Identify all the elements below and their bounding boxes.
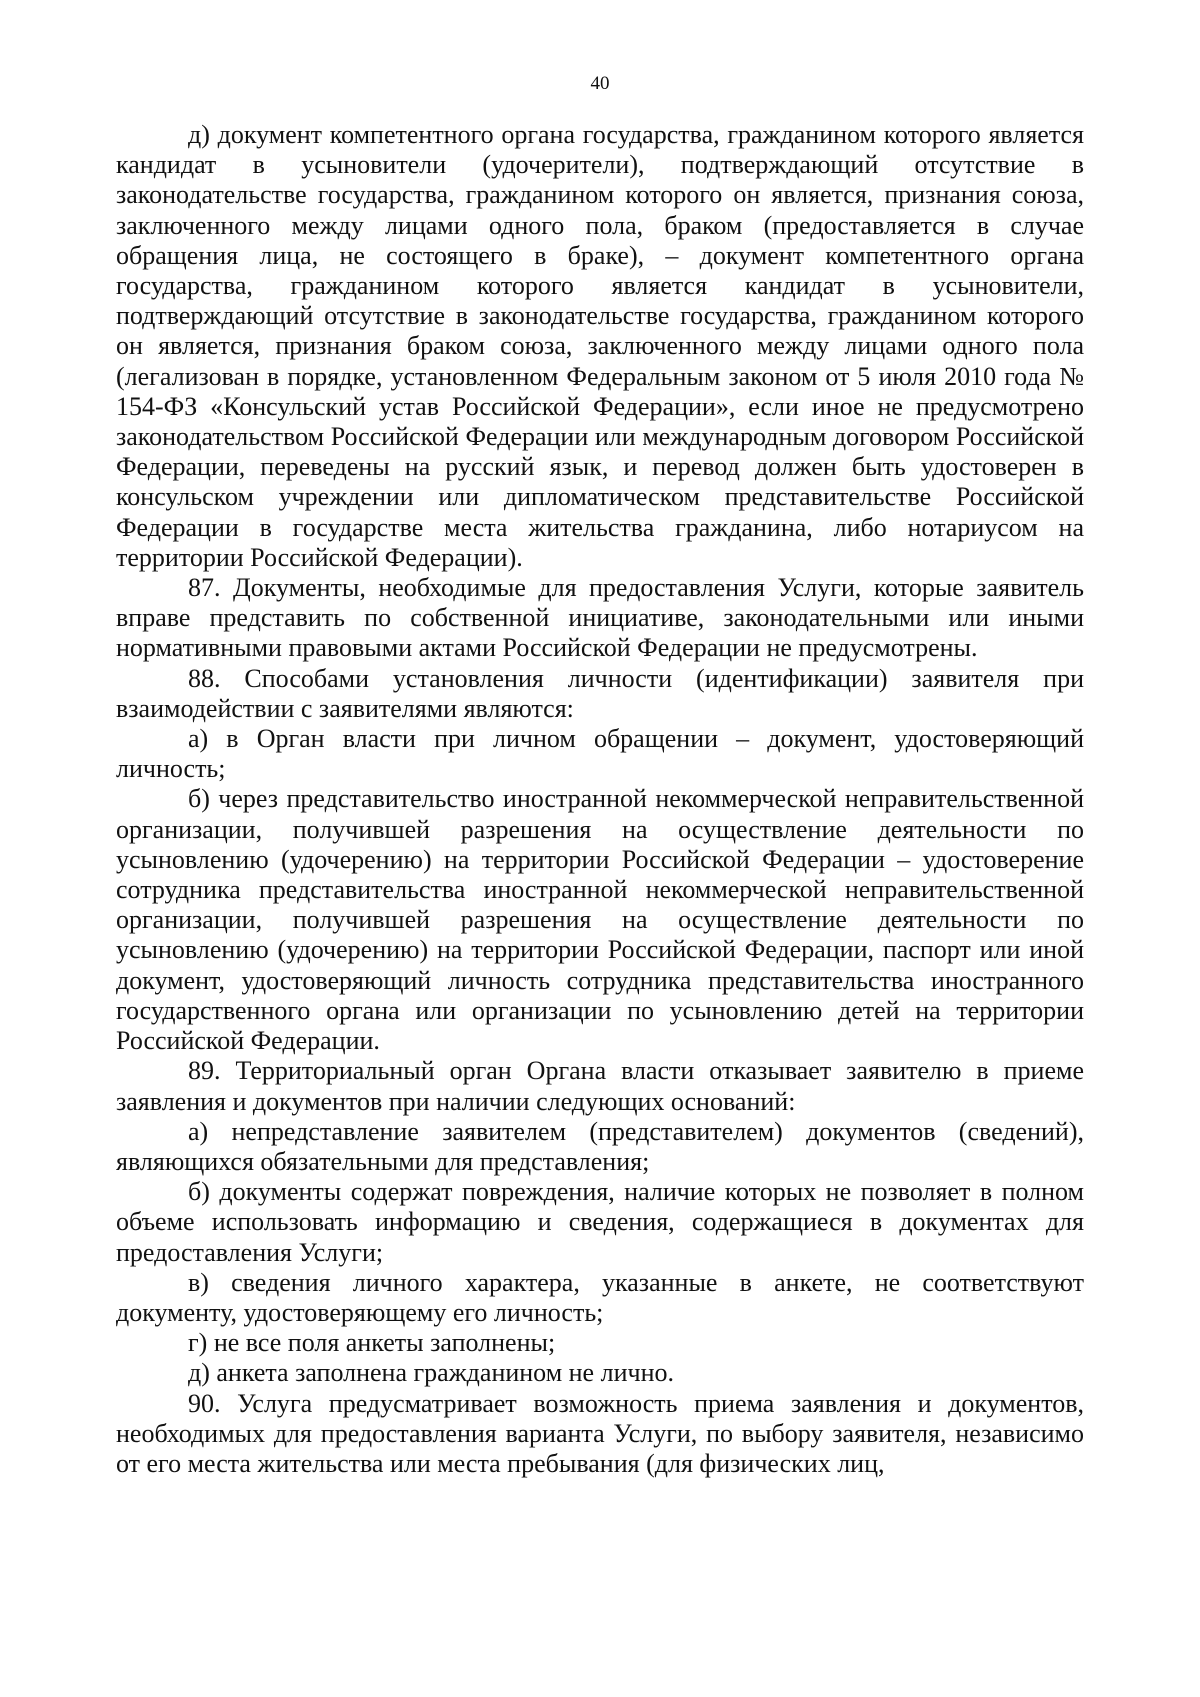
paragraph-88-b: б) через представительство иностранной некоммерческой неправительственной организации, получившей разрешения на осуществление деятельности по усыновлению (удочерению) на территории Российской Федерации – удостоверение сотрудника представительства иностранной некоммерческой неправительственной организации, получившей разрешения на осуществление деятельности по усыновлению (удочерению) на территории Российской Федерации, паспорт или иной документ, удостоверяющий личность сотрудника представительства иностранного государственного органа или организации по усыновлению детей на территории Российской Федерации. [116, 784, 1084, 1056]
paragraph-89-g: г) не все поля анкеты заполнены; [188, 1328, 556, 1358]
paragraph-88-a: а) в Орган власти при личном обращении – документ, удостоверяющий личность; [116, 724, 1084, 784]
paragraph-87: 87. Документы, необходимые для предоставления Услуги, которые заявитель вправе представить по собственной инициативе, законодательными или иными нормативными правовыми актами Российской Федерации не предусмотрены. [116, 573, 1084, 663]
paragraph-89-b: б) документы содержат повреждения, наличие которых не позволяет в полном объеме использовать информацию и сведения, содержащиеся в документах для предоставления Услуги; [116, 1177, 1084, 1267]
document-body [116, 120, 1084, 1479]
paragraph-89: 89. Территориальный орган Органа власти отказывает заявителю в приеме заявления и документов при наличии следующих оснований: [116, 1056, 1084, 1116]
paragraph-89-a: а) непредставление заявителем (представителем) документов (сведений), являющихся обязательными для представления; [116, 1116, 1084, 1176]
page-number: 40 [590, 73, 610, 94]
paragraph-90: 90. Услуга предусматривает возможность приема заявления и документов, необходимых для предоставления варианта Услуги, по выбору заявителя, независимо от его места жительства или места пребывания (для физических лиц, [116, 1388, 1084, 1478]
paragraph-d-foreign-document: д) документ компетентного органа государства, гражданином которого является кандидат в усыновители (удочерители), подтверждающий отсутствие в законодательстве государства, гражданином которого он является, признания союза, заключенного между лицами одного пола, браком (предоставляется в случае обращения лица, не состоящего в браке), – документ компетентного органа государства, гражданином которого является кандидат в усыновители, подтверждающий отсутствие в законодательстве государства, гражданином которого он является, признания браком союза, заключенного между лицами одного пола (легализован в порядке, установленном Федеральным законом от 5 июля 2010 года № 154-ФЗ «Консульский устав Российской Федерации», если иное не предусмотрено законодательством Российской Федерации или международным договором Российской Федерации, переведены на русский язык, и перевод должен быть удостоверен в консульском учреждении или дипломатическом представительстве Российской Федерации в государстве места жительства гражданина, либо нотариусом на территории Российской Федерации). [116, 120, 1084, 572]
paragraph-89-v: в) сведения личного характера, указанные в анкете, не соответствуют документу, удостоверяющему его личность; [116, 1267, 1084, 1327]
paragraph-88: 88. Способами установления личности (идентификации) заявителя при взаимодействии с заявителями являются: [116, 663, 1084, 723]
paragraph-89-d: д) анкета заполнена гражданином не лично. [188, 1358, 674, 1388]
